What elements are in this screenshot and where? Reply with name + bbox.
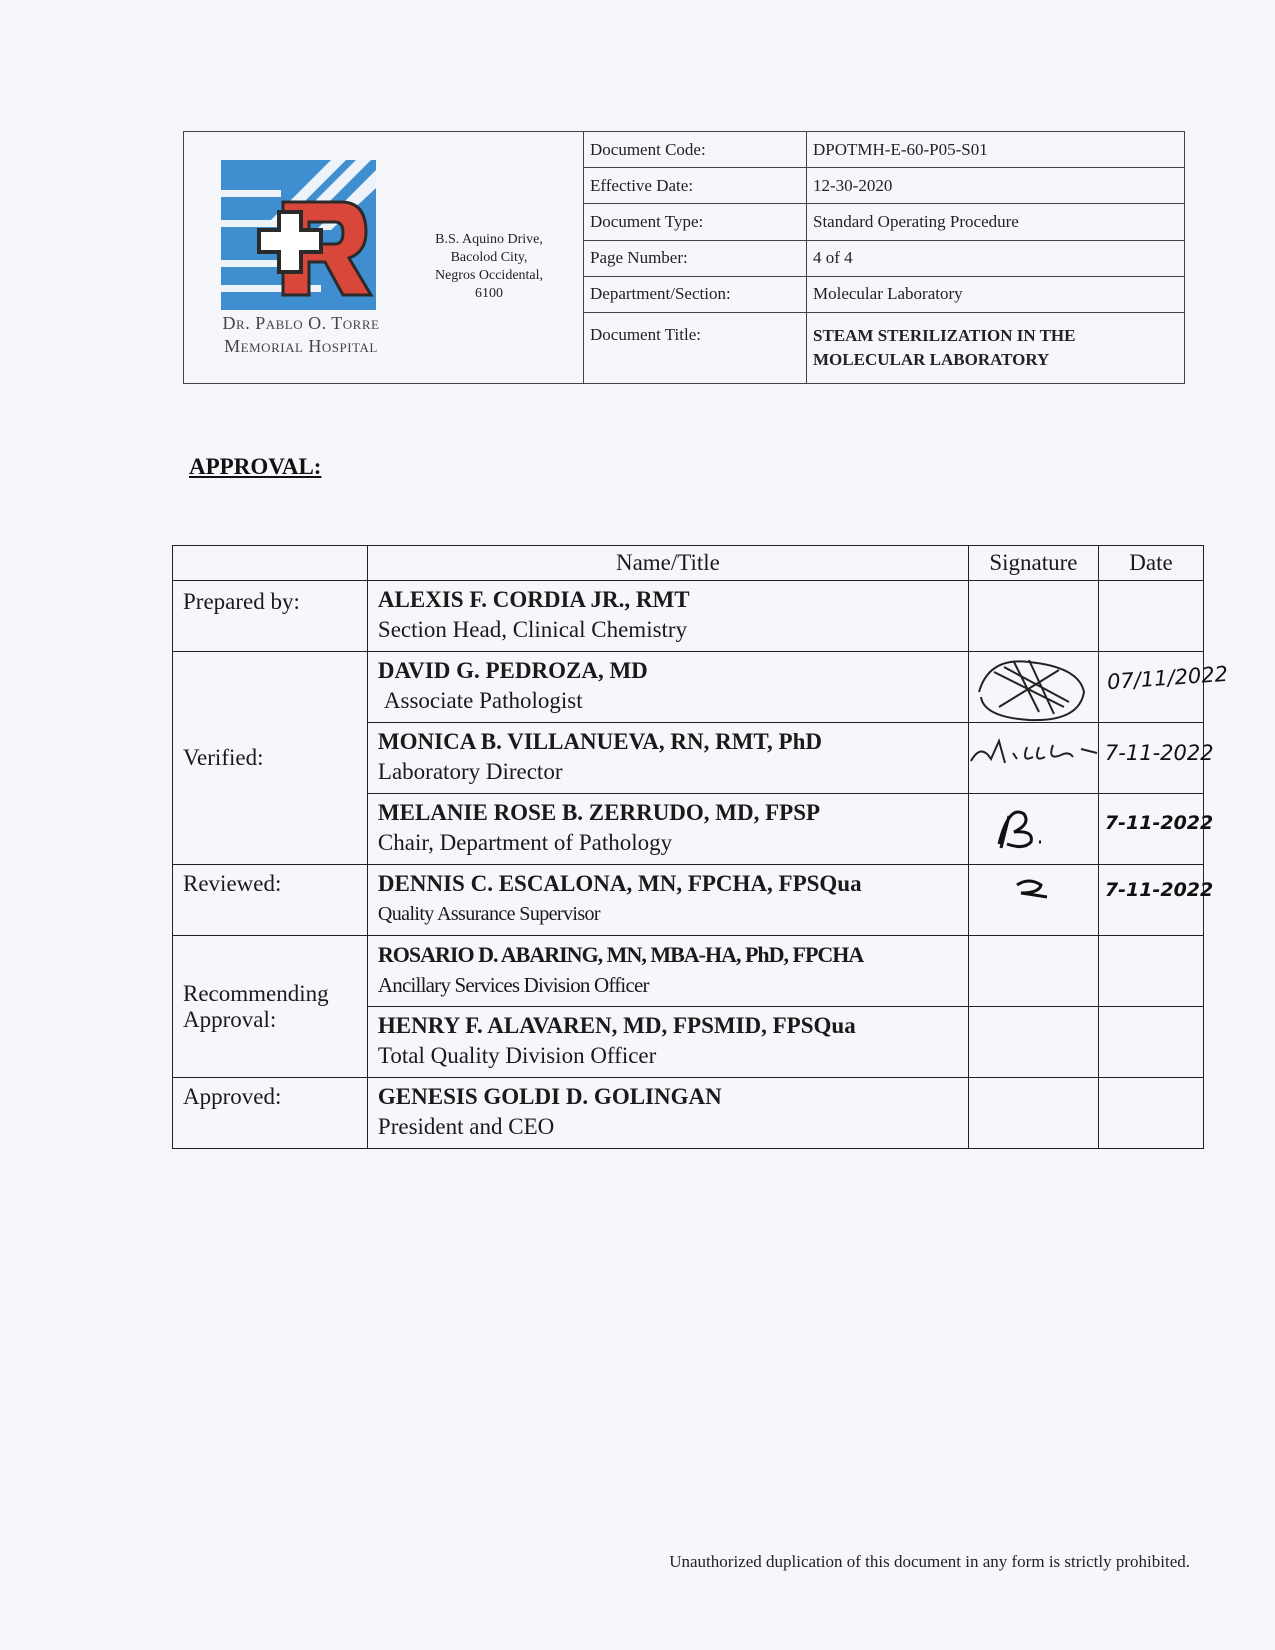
meta-row — [584, 240, 1185, 276]
person-cell — [367, 723, 968, 794]
person-title: Quality Assurance Supervisor — [377, 903, 600, 925]
logo-cell — [183, 131, 583, 384]
person-cell — [367, 865, 968, 936]
document-meta-table — [583, 131, 1185, 384]
meta-value: 4 of 4 — [807, 240, 1185, 276]
document-title-line1: STEAM STERILIZATION IN THE — [813, 325, 1076, 345]
approval-heading: APPROVAL: — [189, 454, 322, 479]
address-line: Negros Occidental, — [434, 268, 544, 283]
table-row — [173, 1078, 1204, 1149]
person-title: Laboratory Director — [377, 759, 563, 784]
table-row — [173, 581, 1204, 652]
person-name: DAVID G. PEDROZA, MD — [377, 658, 648, 683]
date-cell — [1098, 794, 1214, 865]
role-recommending — [173, 936, 368, 1078]
person-cell — [367, 652, 968, 723]
person-title: Associate Pathologist — [383, 688, 583, 713]
person-cell — [367, 1078, 968, 1149]
header-role — [173, 546, 368, 581]
person-cell — [367, 581, 968, 652]
meta-value: Molecular Laboratory — [807, 276, 1185, 312]
meta-value: DPOTMH-E-60-P05-S01 — [807, 132, 1185, 168]
signature-cell — [968, 1078, 1098, 1149]
hospital-name — [198, 312, 404, 358]
meta-row — [584, 204, 1185, 240]
approval-header-row — [173, 546, 1204, 581]
person-cell — [367, 1007, 968, 1078]
person-title: Chair, Department of Pathology — [377, 830, 673, 855]
meta-label: Effective Date: — [584, 168, 807, 204]
role-recommending-line1: Recommending — [183, 980, 329, 1006]
date-cell — [1098, 723, 1214, 794]
person-name: ALEXIS F. CORDIA JR., RMT — [377, 587, 690, 612]
address-line: 6100 — [475, 286, 503, 301]
role-reviewed: Reviewed: — [173, 865, 368, 936]
hospital-address — [414, 231, 564, 303]
signature-mark — [969, 865, 1109, 915]
hospital-name-line1: Dr. Pablo O. Torre — [222, 313, 380, 333]
table-row — [173, 865, 1204, 936]
header-date: Date — [1098, 546, 1203, 581]
person-name: DENNIS C. ESCALONA, MN, FPCHA, FPSQua — [377, 871, 862, 896]
handwritten-date: 7-11-2022 — [1104, 879, 1214, 901]
person-name: GENESIS GOLDI D. GOLINGAN — [377, 1084, 722, 1109]
role-recommending-line2: Approval: — [183, 1006, 277, 1032]
meta-row-title — [584, 312, 1185, 383]
person-name: HENRY F. ALAVAREN, MD, FPSMID, FPSQua — [377, 1013, 856, 1038]
meta-label: Document Code: — [584, 132, 807, 168]
header-signature: Signature — [968, 546, 1098, 581]
person-title: Ancillary Services Division Officer — [377, 973, 649, 997]
meta-row — [584, 168, 1185, 204]
signature-cell — [968, 652, 1098, 723]
person-name: MONICA B. VILLANUEVA, RN, RMT, PhD — [377, 729, 822, 754]
document-title-line2: MOLECULAR LABORATORY — [813, 349, 1050, 369]
date-cell — [1098, 1007, 1203, 1078]
hospital-logo — [221, 160, 376, 310]
person-name: MELANIE ROSE B. ZERRUDO, MD, FPSP — [377, 800, 821, 825]
meta-value: Standard Operating Procedure — [807, 204, 1185, 240]
document-header — [183, 131, 1185, 384]
person-cell — [367, 936, 968, 1007]
approval-table — [172, 545, 1229, 1149]
date-cell — [1098, 581, 1203, 652]
role-verified: Verified: — [173, 652, 368, 865]
table-row — [173, 936, 1204, 1007]
signature-cell — [968, 581, 1098, 652]
meta-value: 12-30-2020 — [807, 168, 1185, 204]
signature-cell — [968, 794, 1098, 865]
date-cell — [1098, 936, 1203, 1007]
meta-label: Page Number: — [584, 240, 807, 276]
address-line: Bacolod City, — [450, 250, 528, 265]
meta-row — [584, 276, 1185, 312]
signature-cell — [968, 1007, 1098, 1078]
table-row — [173, 652, 1204, 723]
hospital-name-line2: Memorial Hospital — [224, 336, 378, 356]
date-cell — [1098, 1078, 1203, 1149]
signature-cell — [968, 723, 1098, 794]
address-line: B.S. Aquino Drive, — [435, 232, 543, 247]
date-cell — [1098, 865, 1214, 936]
role-approved: Approved: — [173, 1078, 368, 1149]
meta-label: Department/Section: — [584, 276, 807, 312]
signature-cell — [968, 865, 1098, 936]
person-title: Total Quality Division Officer — [377, 1043, 657, 1068]
footer-notice: Unauthorized duplication of this document in any form is strictly prohibited. — [669, 1552, 1190, 1571]
meta-label: Document Type: — [584, 204, 807, 240]
signature-mark — [969, 723, 1109, 783]
person-title: President and CEO — [377, 1114, 555, 1139]
signature-cell — [968, 936, 1098, 1007]
handwritten-date: 7-11-2022 — [1104, 741, 1214, 765]
handwritten-date: 7-11-2022 — [1104, 812, 1214, 834]
date-cell — [1098, 652, 1229, 723]
person-name: ROSARIO D. ABARING, MN, MBA-HA, PhD, FPCHA — [377, 942, 864, 967]
signature-mark — [969, 794, 1109, 858]
role-prepared: Prepared by: — [173, 581, 368, 652]
person-title: Section Head, Clinical Chemistry — [377, 617, 688, 642]
meta-row — [584, 132, 1185, 168]
meta-title-label: Document Title: — [584, 312, 807, 383]
person-cell — [367, 794, 968, 865]
header-name-title: Name/Title — [367, 546, 968, 581]
signature-mark — [969, 652, 1109, 722]
handwritten-date: 07/11/2022 — [1106, 661, 1229, 695]
document-title — [807, 312, 1185, 383]
